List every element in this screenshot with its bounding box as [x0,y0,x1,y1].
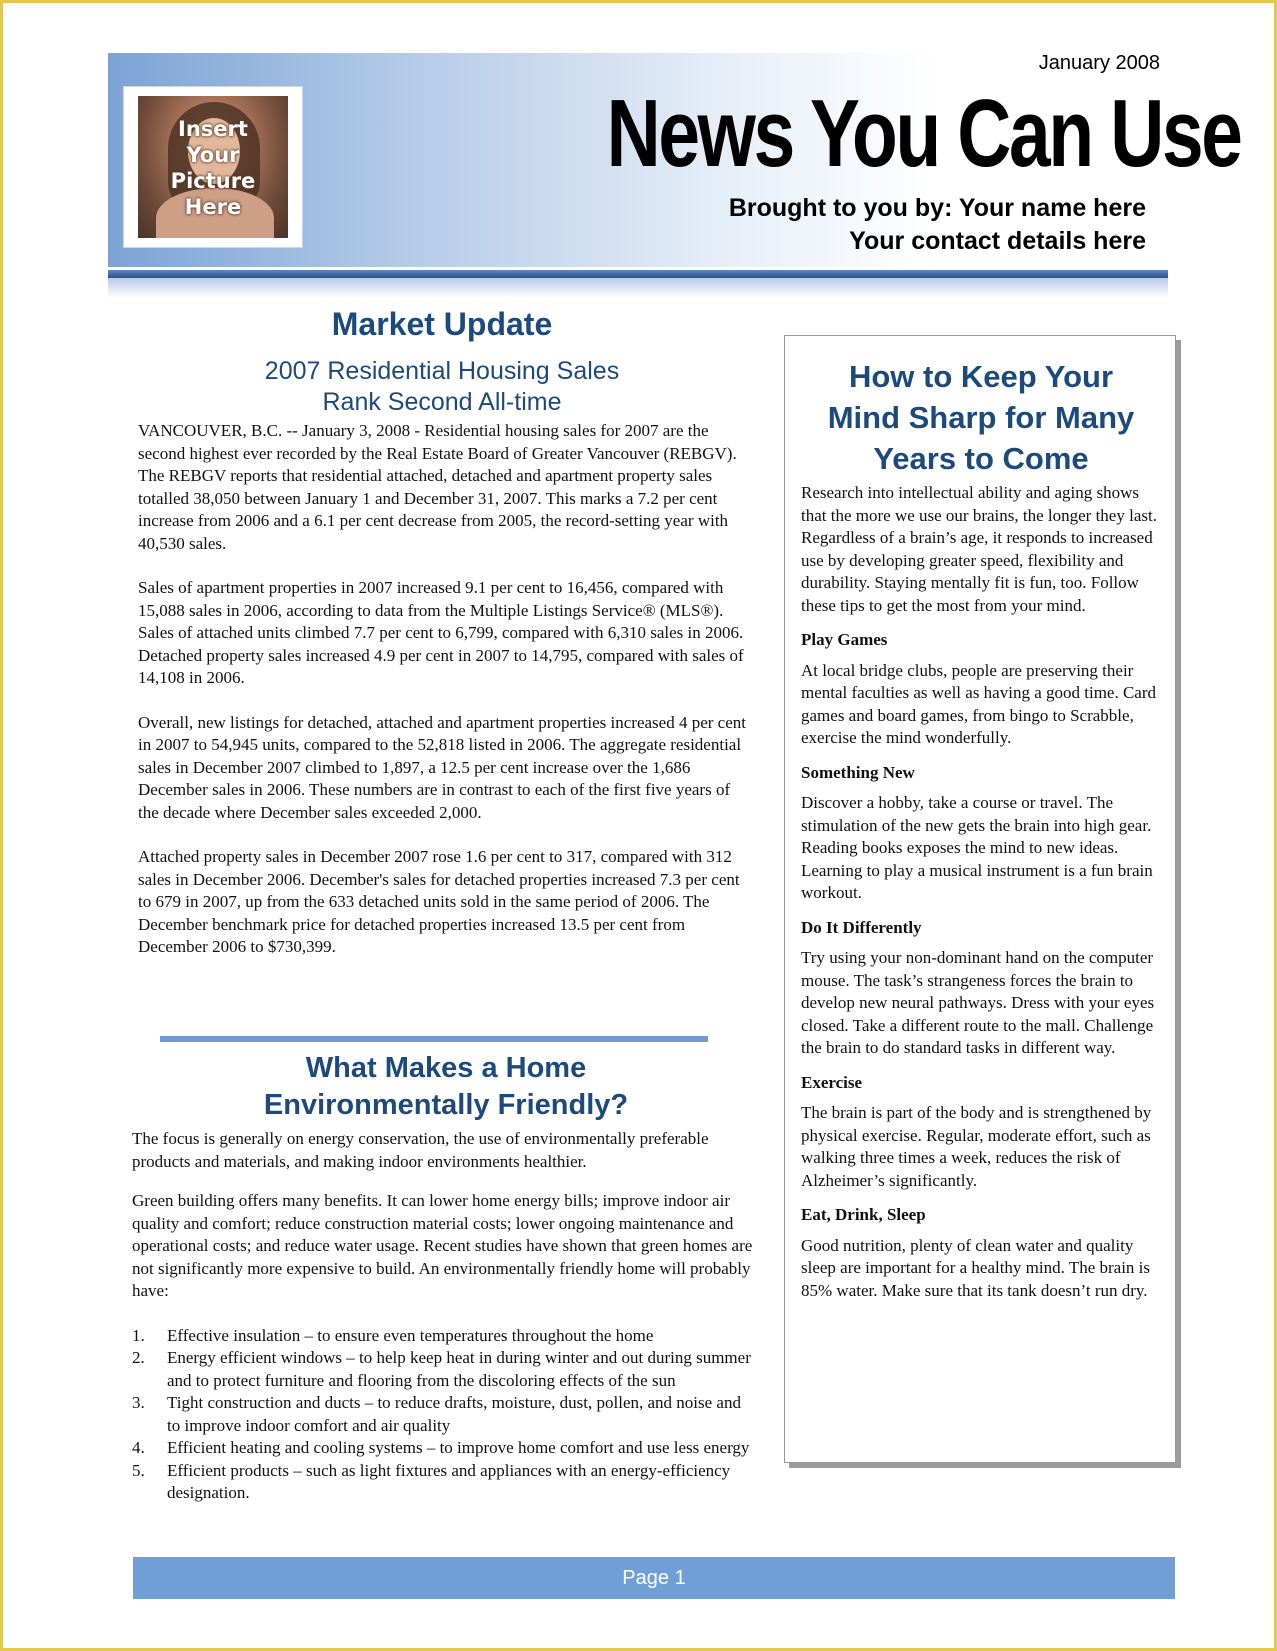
market-paragraph: Overall, new listings for detached, attached and apartment properties increased 4 per cent in 2007 to 54,945 units, compared to the 52,818 listed in 2006. The aggregate residential sales in December 2007 climbed to 1,897, a 12.5 per cent increase over the 1,686 December sales in 2006. These numbers are in contrast to each of the first five years of the decade where December sales exceeded 2,000. [138,712,746,822]
sidebar-title-line2: Mind Sharp for Many [827,400,1135,435]
header-shadow [108,278,1168,298]
section-divider [160,1036,708,1042]
environment-list [132,1325,754,1505]
header-rule [108,270,1168,278]
byline-contact: Your contact details here [849,227,1146,255]
environment-title [136,1050,756,1124]
list-number: 2. [132,1348,145,1367]
sidebar-text: At local bridge clubs, people are preserving their mental faculties as well as having a good time. Card games and board games, from bingo to Scrabble, exercise the mind wonderfully. [801,660,1157,747]
sidebar-heading: Exercise [801,1072,863,1092]
portrait-image [138,96,288,238]
page-footer [133,1557,1175,1599]
sidebar-text: Discover a hobby, take a course or travel. The stimulation of the new gets the brain into high gear. Reading books exposes the mind to new ideas. Learning to play a musical instrument is a fun brain workout. [801,793,1153,902]
list-item [132,1437,754,1460]
masthead-title: News You Can Use [606,80,1241,187]
sidebar-heading: Eat, Drink, Sleep [801,1205,926,1224]
environment-benefits: Green building offers many benefits. It can lower home energy bills; improve indoor air quality and comfort; reduce construction material costs; lower ongoing maintenance and operational costs; and reduce water usage. Recent studies have shown that green homes are not significantly more expensive to build. An environmentally friendly home will probably have: [132,1191,753,1300]
byline [600,192,1146,258]
market-update-subtitle [136,356,748,418]
photo-placeholder-text: Insert Your Picture Here [170,117,256,219]
list-item [132,1392,754,1437]
market-paragraph: VANCOUVER, B.C. -- January 3, 2008 - Residential housing sales for 2007 are the second highest ever recorded by the Real Estate Board of Greater Vancouver (REBGV). The REBGV reports that residential attached, detached and apartment property sales totalled 38,050 between January 1 and December 31, 2007. This marks a 7.2 per cent increase from 2006 and a 6.1 per cent decrease from 2005, the record-setting year with 40,530 sales. [138,421,737,553]
sidebar-title-line1: How to Keep Your [848,359,1114,394]
list-item [132,1347,754,1392]
environment-title-line1: What Makes a Home [305,1052,587,1084]
issue-date: January 2008 [1038,52,1160,74]
market-subtitle-line1: 2007 Residential Housing Sales [264,357,620,385]
sidebar-title [785,356,1177,479]
sidebar-heading: Something New [801,762,915,782]
list-text: Energy efficient windows – to help keep heat in during winter and out during summer and to protect furniture and flooring from the discoloring effects of the sun [167,1348,751,1390]
byline-name: Brought to you by: Your name here [728,194,1146,222]
list-text: Efficient products – such as light fixtures and appliances with an energy-efficiency designation. [167,1460,731,1502]
sidebar-body [801,482,1157,1314]
list-item [132,1460,754,1505]
photo-placeholder[interactable] [124,87,302,247]
sidebar-title-line3: Years to Come [873,441,1089,476]
list-number: 4. [132,1438,145,1457]
sidebar-text: Good nutrition, plenty of clean water and quality sleep are important for a healthy mind. The brain is 85% water. Make sure that its tank doesn’t run dry. [801,1235,1151,1300]
sidebar-box [784,335,1176,1463]
list-number: 5. [132,1460,145,1480]
sidebar-text: The brain is part of the body and is strengthened by physical exercise. Regular, moderate effort, such as walking three times a week, reduces the risk of Alzheimer’s significantly. [801,1103,1152,1190]
sidebar-intro: Research into intellectual ability and aging shows that the more we use our brains, the longer they last. Regardless of a brain’s age, it responds to increased use by developing greater speed, flexibility and durability. Staying mentally fit is fun, too. Follow these tips to get the most from your mind. [801,483,1157,615]
sidebar-heading: Play Games [801,630,888,649]
sidebar-text: Try using your non-dominant hand on the computer mouse. The task’s strangeness forces the brain to develop new neural pathways. Dress with your eyes closed. Take a different route to the mall. Challenge the brain to do standard tasks in different way. [801,948,1155,1057]
market-update-body [138,420,746,981]
list-text: Efficient heating and cooling systems – to improve home comfort and use less energy [167,1438,750,1457]
list-number: 1. [132,1325,145,1345]
market-paragraph: Attached property sales in December 2007 rose 1.6 per cent to 317, compared with 312 sales in December 2006. December's sales for detached properties increased 7.3 per cent to 679 in 2007, up from the 633 detached units sold in the same period of 2006. The December benchmark price for detached properties increased 13.5 per cent from December 2006 to $730,399. [138,847,740,956]
environment-intro: The focus is generally on energy conservation, the use of environmentally preferable products and materials, and making indoor environments healthier. [132,1129,709,1171]
sidebar-heading: Do It Differently [801,917,922,937]
market-subtitle-line2: Rank Second All-time [322,388,562,416]
environment-body [132,1128,754,1505]
market-paragraph: Sales of apartment properties in 2007 increased 9.1 per cent to 16,456, compared with 15,088 sales in 2006, according to data from the Multiple Listings Service® (MLS®). Sales of attached units climbed 7.7 per cent to 6,799, compared with 6,310 sales in 2006. Detached property sales increased 4.9 per cent in 2007 to 14,795, compared with sales of 14,108 in 2006. [138,578,744,687]
list-text: Effective insulation – to ensure even temperatures throughout the home [167,1325,654,1345]
list-text: Tight construction and ducts – to reduce drafts, moisture, dust, pollen, and noise and to improve indoor comfort and air quality [167,1393,741,1435]
market-update-title: Market Update [331,306,553,342]
list-item [132,1325,754,1348]
page-number: Page 1 [622,1567,686,1589]
list-number: 3. [132,1393,145,1412]
environment-title-line2: Environmentally Friendly? [263,1089,629,1121]
